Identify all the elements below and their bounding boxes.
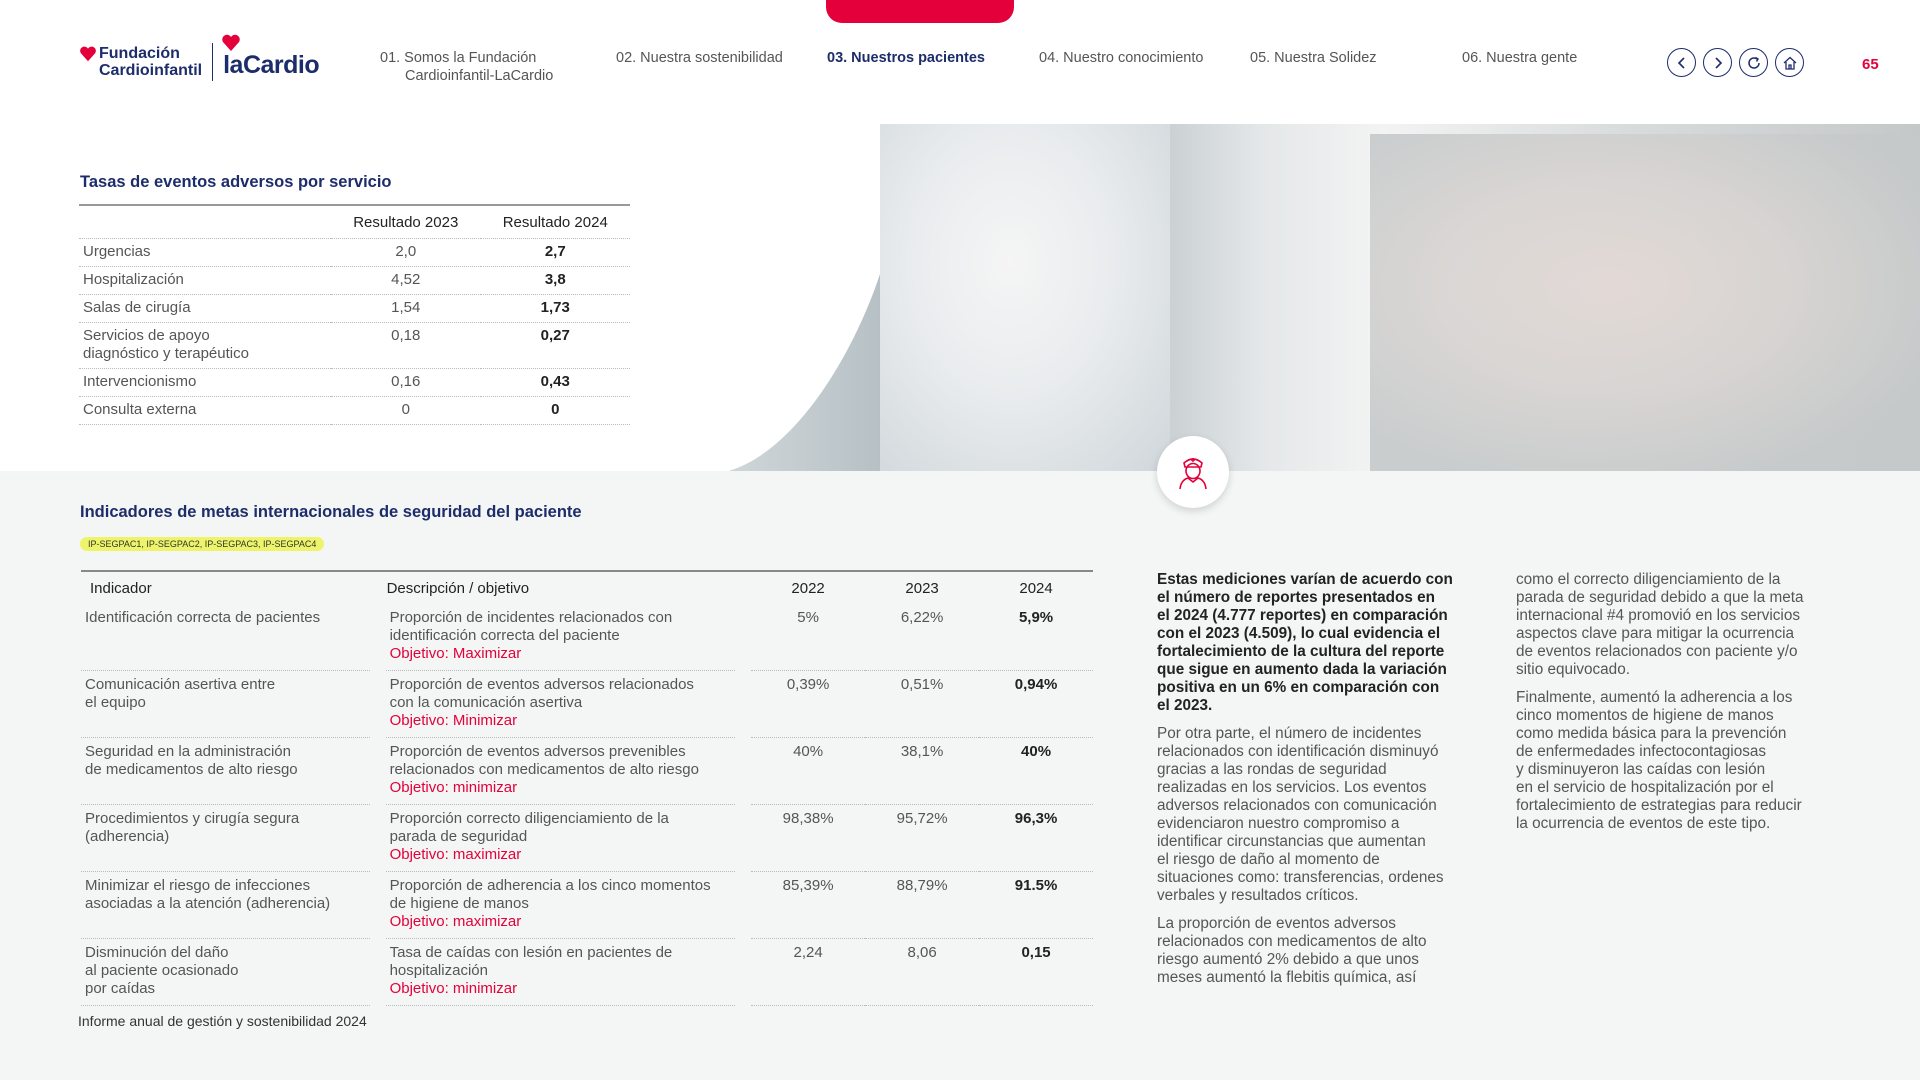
nurse-icon-badge [1157, 436, 1229, 508]
table-row [81, 604, 1093, 671]
logo-cardioinfantil: Cardioinfantil [99, 62, 203, 79]
table-header: 2022 [751, 571, 865, 604]
objective-label: Objetivo: minimizar [389, 779, 518, 796]
heart-icon [221, 33, 241, 53]
text-line: evidenciaron nuestro compromiso a [1157, 815, 1400, 832]
logo-lacardio: laCardio [223, 50, 320, 79]
cell-value-2024: 1,73 [481, 295, 631, 323]
text-line: verbales y resultados críticos. [1157, 887, 1359, 904]
text-line: identificar circunstancias que aumentan [1157, 833, 1426, 850]
cell-indicador [81, 604, 370, 671]
cell-line: el equipo [85, 694, 146, 711]
cell-servicio: Salas de cirugía [79, 295, 331, 323]
heart-icon [79, 45, 97, 63]
text-line: realizadas en los servicios. Los eventos [1157, 779, 1427, 796]
text-line: la ocurrencia de eventos de este tipo. [1516, 815, 1771, 832]
text-line: con el 2023 (4.509), lo cual evidencia el [1157, 625, 1441, 642]
table-header: Resultado 2023 [331, 205, 481, 239]
text-line: situaciones como: transferencias, ordenes [1157, 869, 1444, 886]
text-line: relacionados con identificación disminuyó [1157, 743, 1439, 760]
text-line: en el servicio de hospitalización por el [1516, 779, 1774, 796]
cell-value-2023: 0,51% [865, 671, 979, 738]
text-line: como el correcto diligenciamiento de la [1516, 571, 1781, 588]
table-row [79, 295, 630, 323]
cell-servicio: Consulta externa [79, 397, 331, 425]
cell-value-2024: 3,8 [481, 267, 631, 295]
chevron-right-icon [1711, 56, 1725, 70]
cell-line: Proporción de eventos adversos relacionados [389, 676, 694, 693]
cell-value-2023: 38,1% [865, 738, 979, 805]
text-line: gracias a las rondas de seguridad [1157, 761, 1387, 778]
cell-value-2023: 0 [331, 397, 481, 425]
table-header: 2023 [865, 571, 979, 604]
cell-servicio [79, 323, 331, 369]
paragraph [1157, 725, 1487, 905]
text-line: meses aumentó la flebitis química, así [1157, 969, 1417, 986]
cell-gap [370, 604, 386, 671]
text-line: Por otra parte, el número de incidentes [1157, 725, 1422, 742]
table-header-gap [735, 571, 751, 604]
cell-value-2022: 0,39% [751, 671, 865, 738]
objective-label: Objetivo: minimizar [389, 980, 518, 997]
cell-gap [370, 671, 386, 738]
cell-value-2024: 2,7 [481, 239, 631, 267]
cell-indicador [81, 671, 370, 738]
table-header: Descripción / objetivo [386, 571, 736, 604]
cell-value-2023: 4,52 [331, 267, 481, 295]
cell-line: Servicios de apoyo [83, 327, 210, 344]
cell-line: Disminución del daño [85, 944, 229, 961]
cell-gap [735, 604, 751, 671]
cell-gap [735, 805, 751, 872]
cell-descripcion [386, 671, 736, 738]
nav-label: 02. Nuestra sostenibilidad [616, 50, 783, 66]
cell-indicador [81, 738, 370, 805]
cell-value-2024: 5,9% [979, 604, 1093, 671]
table-row [79, 369, 630, 397]
cell-line: asociadas a la atención (adherencia) [85, 895, 331, 912]
table-row [81, 939, 1093, 1006]
indicator-code-tag: IP-SEGPAC1, IP-SEGPAC2, IP-SEGPAC3, IP-SEGPAC4 [80, 537, 324, 551]
text-line: de enfermedades infectocontagiosas [1516, 743, 1767, 760]
table-row [79, 397, 630, 425]
table1-title: Tasas de eventos adversos por servicio [80, 173, 392, 191]
nav-item-gente[interactable] [1462, 49, 1577, 67]
top-accent-tab [826, 0, 1014, 23]
nav-label: 04. Nuestro conocimiento [1039, 50, 1204, 66]
text-line: internacional #4 promovió en los servicios [1516, 607, 1800, 624]
text-line: el 2024 (4.777 reportes) en comparación [1157, 607, 1448, 624]
cell-servicio: Urgencias [79, 239, 331, 267]
safety-goals-table [81, 570, 1093, 1006]
table-row [79, 239, 630, 267]
next-button[interactable] [1703, 48, 1732, 77]
home-icon [1782, 55, 1798, 71]
table-row [81, 805, 1093, 872]
hero-photo [730, 124, 1920, 471]
refresh-icon [1746, 55, 1762, 71]
cell-descripcion [386, 604, 736, 671]
nav-label: 01. Somos la Fundación [380, 50, 537, 66]
paragraph [1157, 915, 1487, 987]
text-line: Finalmente, aumentó la adherencia a los [1516, 689, 1793, 706]
cell-servicio: Hospitalización [79, 267, 331, 295]
table-row [81, 738, 1093, 805]
cell-gap [370, 805, 386, 872]
cell-line: diagnóstico y terapéutico [83, 345, 249, 362]
nav-item-solidez[interactable] [1250, 49, 1377, 67]
nav-item-conocimiento[interactable] [1039, 49, 1203, 67]
cell-value-2024: 40% [979, 738, 1093, 805]
cell-value-2024: 0,94% [979, 671, 1093, 738]
cell-value-2024: 96,3% [979, 805, 1093, 872]
cell-value-2024: 0,43 [481, 369, 631, 397]
nurse-icon [1172, 451, 1214, 493]
cell-value-2023: 0,16 [331, 369, 481, 397]
cell-value-2023: 2,0 [331, 239, 481, 267]
page-number: 65 [1862, 56, 1879, 73]
objective-label: Objetivo: maximizar [389, 846, 522, 863]
table-header: Indicador [81, 571, 370, 604]
table-header-gap [370, 571, 386, 604]
cell-line: Identificación correcta de pacientes [85, 609, 321, 626]
cell-value-2022: 40% [751, 738, 865, 805]
cell-line: Proporción de adherencia a los cinco momentos [389, 877, 711, 894]
cell-gap [370, 738, 386, 805]
nav-buttons [1667, 48, 1804, 77]
cell-line: relacionados con medicamentos de alto riesgo [389, 761, 699, 778]
cell-line: Proporción correcto diligenciamiento de la [389, 810, 669, 827]
cell-value-2022: 85,39% [751, 872, 865, 939]
cell-line: hospitalización [389, 962, 488, 979]
table-header [79, 205, 331, 239]
cell-value-2024: 0,27 [481, 323, 631, 369]
cell-descripcion [386, 805, 736, 872]
cell-value-2024: 0,15 [979, 939, 1093, 1006]
text-line: el número de reportes presentados en [1157, 589, 1435, 606]
prev-button[interactable] [1667, 48, 1696, 77]
text-line: el 2023. [1157, 697, 1213, 714]
text-line: Estas mediciones varían de acuerdo con [1157, 571, 1453, 588]
objective-label: Objetivo: Maximizar [389, 645, 522, 662]
chevron-left-icon [1675, 56, 1689, 70]
text-line: relacionados con medicamentos de alto [1157, 933, 1427, 950]
cell-line: Seguridad en la administración [85, 743, 291, 760]
cell-value-2022: 2,24 [751, 939, 865, 1006]
text-line: aspectos clave para mitigar la ocurrencia [1516, 625, 1795, 642]
logo-separator [212, 43, 213, 81]
nav-item-sostenibilidad[interactable] [616, 49, 783, 67]
cell-gap [735, 738, 751, 805]
text-line: positiva en un 6% en comparación con [1157, 679, 1440, 696]
text-line: sitio equivocado. [1516, 661, 1630, 678]
cell-descripcion [386, 939, 736, 1006]
paragraph [1157, 571, 1487, 715]
text-line: de eventos relacionados con paciente y/o [1516, 643, 1798, 660]
cell-value-2023: 95,72% [865, 805, 979, 872]
table-row [81, 671, 1093, 738]
objective-label: Objetivo: Minimizar [389, 712, 518, 729]
text-line: el riesgo de daño al momento de [1157, 851, 1380, 868]
logo-fundacion: Fundación [99, 45, 180, 62]
cell-gap [370, 872, 386, 939]
cell-servicio: Intervencionismo [79, 369, 331, 397]
cell-gap [735, 671, 751, 738]
table-row [79, 267, 630, 295]
table-row [79, 323, 630, 369]
home-button[interactable] [1775, 48, 1804, 77]
refresh-button[interactable] [1739, 48, 1768, 77]
text-line: como medida básica para la prevención [1516, 725, 1787, 742]
table2-title: Indicadores de metas internacionales de seguridad del paciente [80, 503, 582, 521]
cell-value-2023: 1,54 [331, 295, 481, 323]
text-line: parada de seguridad debido a que la meta [1516, 589, 1804, 606]
cell-line: de medicamentos de alto riesgo [85, 761, 298, 778]
nav-item-somos[interactable] [380, 49, 553, 85]
text-line: fortalecimiento de la cultura del reporte [1157, 643, 1445, 660]
cell-line: Proporción de incidentes relacionados con [389, 609, 673, 626]
cell-descripcion [386, 738, 736, 805]
cell-line: (adherencia) [85, 828, 170, 845]
adverse-events-table [79, 204, 630, 425]
paragraph [1516, 571, 1856, 679]
text-line: fortalecimiento de estrategias para reducir [1516, 797, 1802, 814]
cell-line: al paciente ocasionado [85, 962, 239, 979]
cell-indicador [81, 939, 370, 1006]
cell-value-2022: 5% [751, 604, 865, 671]
cell-value-2022: 98,38% [751, 805, 865, 872]
cell-value-2023: 6,22% [865, 604, 979, 671]
text-line: La proporción de eventos adversos [1157, 915, 1396, 932]
cell-value-2023: 8,06 [865, 939, 979, 1006]
cell-value-2023: 88,79% [865, 872, 979, 939]
paragraph [1516, 689, 1856, 833]
cell-line: Procedimientos y cirugía segura [85, 810, 300, 827]
text-line: riesgo aumentó 2% debido a que unos [1157, 951, 1419, 968]
cell-line: Proporción de eventos adversos prevenibles [389, 743, 686, 760]
cell-line: Minimizar el riesgo de infecciones [85, 877, 311, 894]
nav-label: Cardioinfantil-LaCardio [405, 68, 554, 84]
cell-line: Tasa de caídas con lesión en pacientes de [389, 944, 673, 961]
cell-gap [735, 872, 751, 939]
cell-value-2024: 91.5% [979, 872, 1093, 939]
nav-label: 03. Nuestros pacientes [827, 50, 985, 66]
nav-label: 06. Nuestra gente [1462, 50, 1578, 66]
table-row [81, 872, 1093, 939]
table-header: 2024 [979, 571, 1093, 604]
cell-indicador [81, 872, 370, 939]
cell-indicador [81, 805, 370, 872]
cell-line: identificación correcta del paciente [389, 627, 620, 644]
logo[interactable] [79, 40, 319, 84]
cell-line: parada de seguridad [389, 828, 528, 845]
text-line: adversos relacionados con comunicación [1157, 797, 1437, 814]
cell-line: de higiene de manos [389, 895, 529, 912]
nav-label: 05. Nuestra Solidez [1250, 50, 1377, 66]
cell-line: con la comunicación asertiva [389, 694, 583, 711]
cell-gap [370, 939, 386, 1006]
footer-text: Informe anual de gestión y sostenibilidad 2024 [78, 1013, 367, 1029]
objective-label: Objetivo: maximizar [389, 913, 522, 930]
cell-descripcion [386, 872, 736, 939]
table-header: Resultado 2024 [481, 205, 631, 239]
cell-gap [735, 939, 751, 1006]
text-column-2 [1516, 571, 1856, 843]
text-line: y disminuyeron las caídas con lesión [1516, 761, 1766, 778]
cell-line: por caídas [85, 980, 156, 997]
cell-value-2023: 0,18 [331, 323, 481, 369]
text-line: cinco momentos de higiene de manos [1516, 707, 1774, 724]
cell-line: Comunicación asertiva entre [85, 676, 276, 693]
text-column-1 [1157, 571, 1487, 997]
text-line: que sigue en aumento dada la variación [1157, 661, 1447, 678]
nav-item-pacientes[interactable] [827, 49, 985, 67]
cell-value-2024: 0 [481, 397, 631, 425]
